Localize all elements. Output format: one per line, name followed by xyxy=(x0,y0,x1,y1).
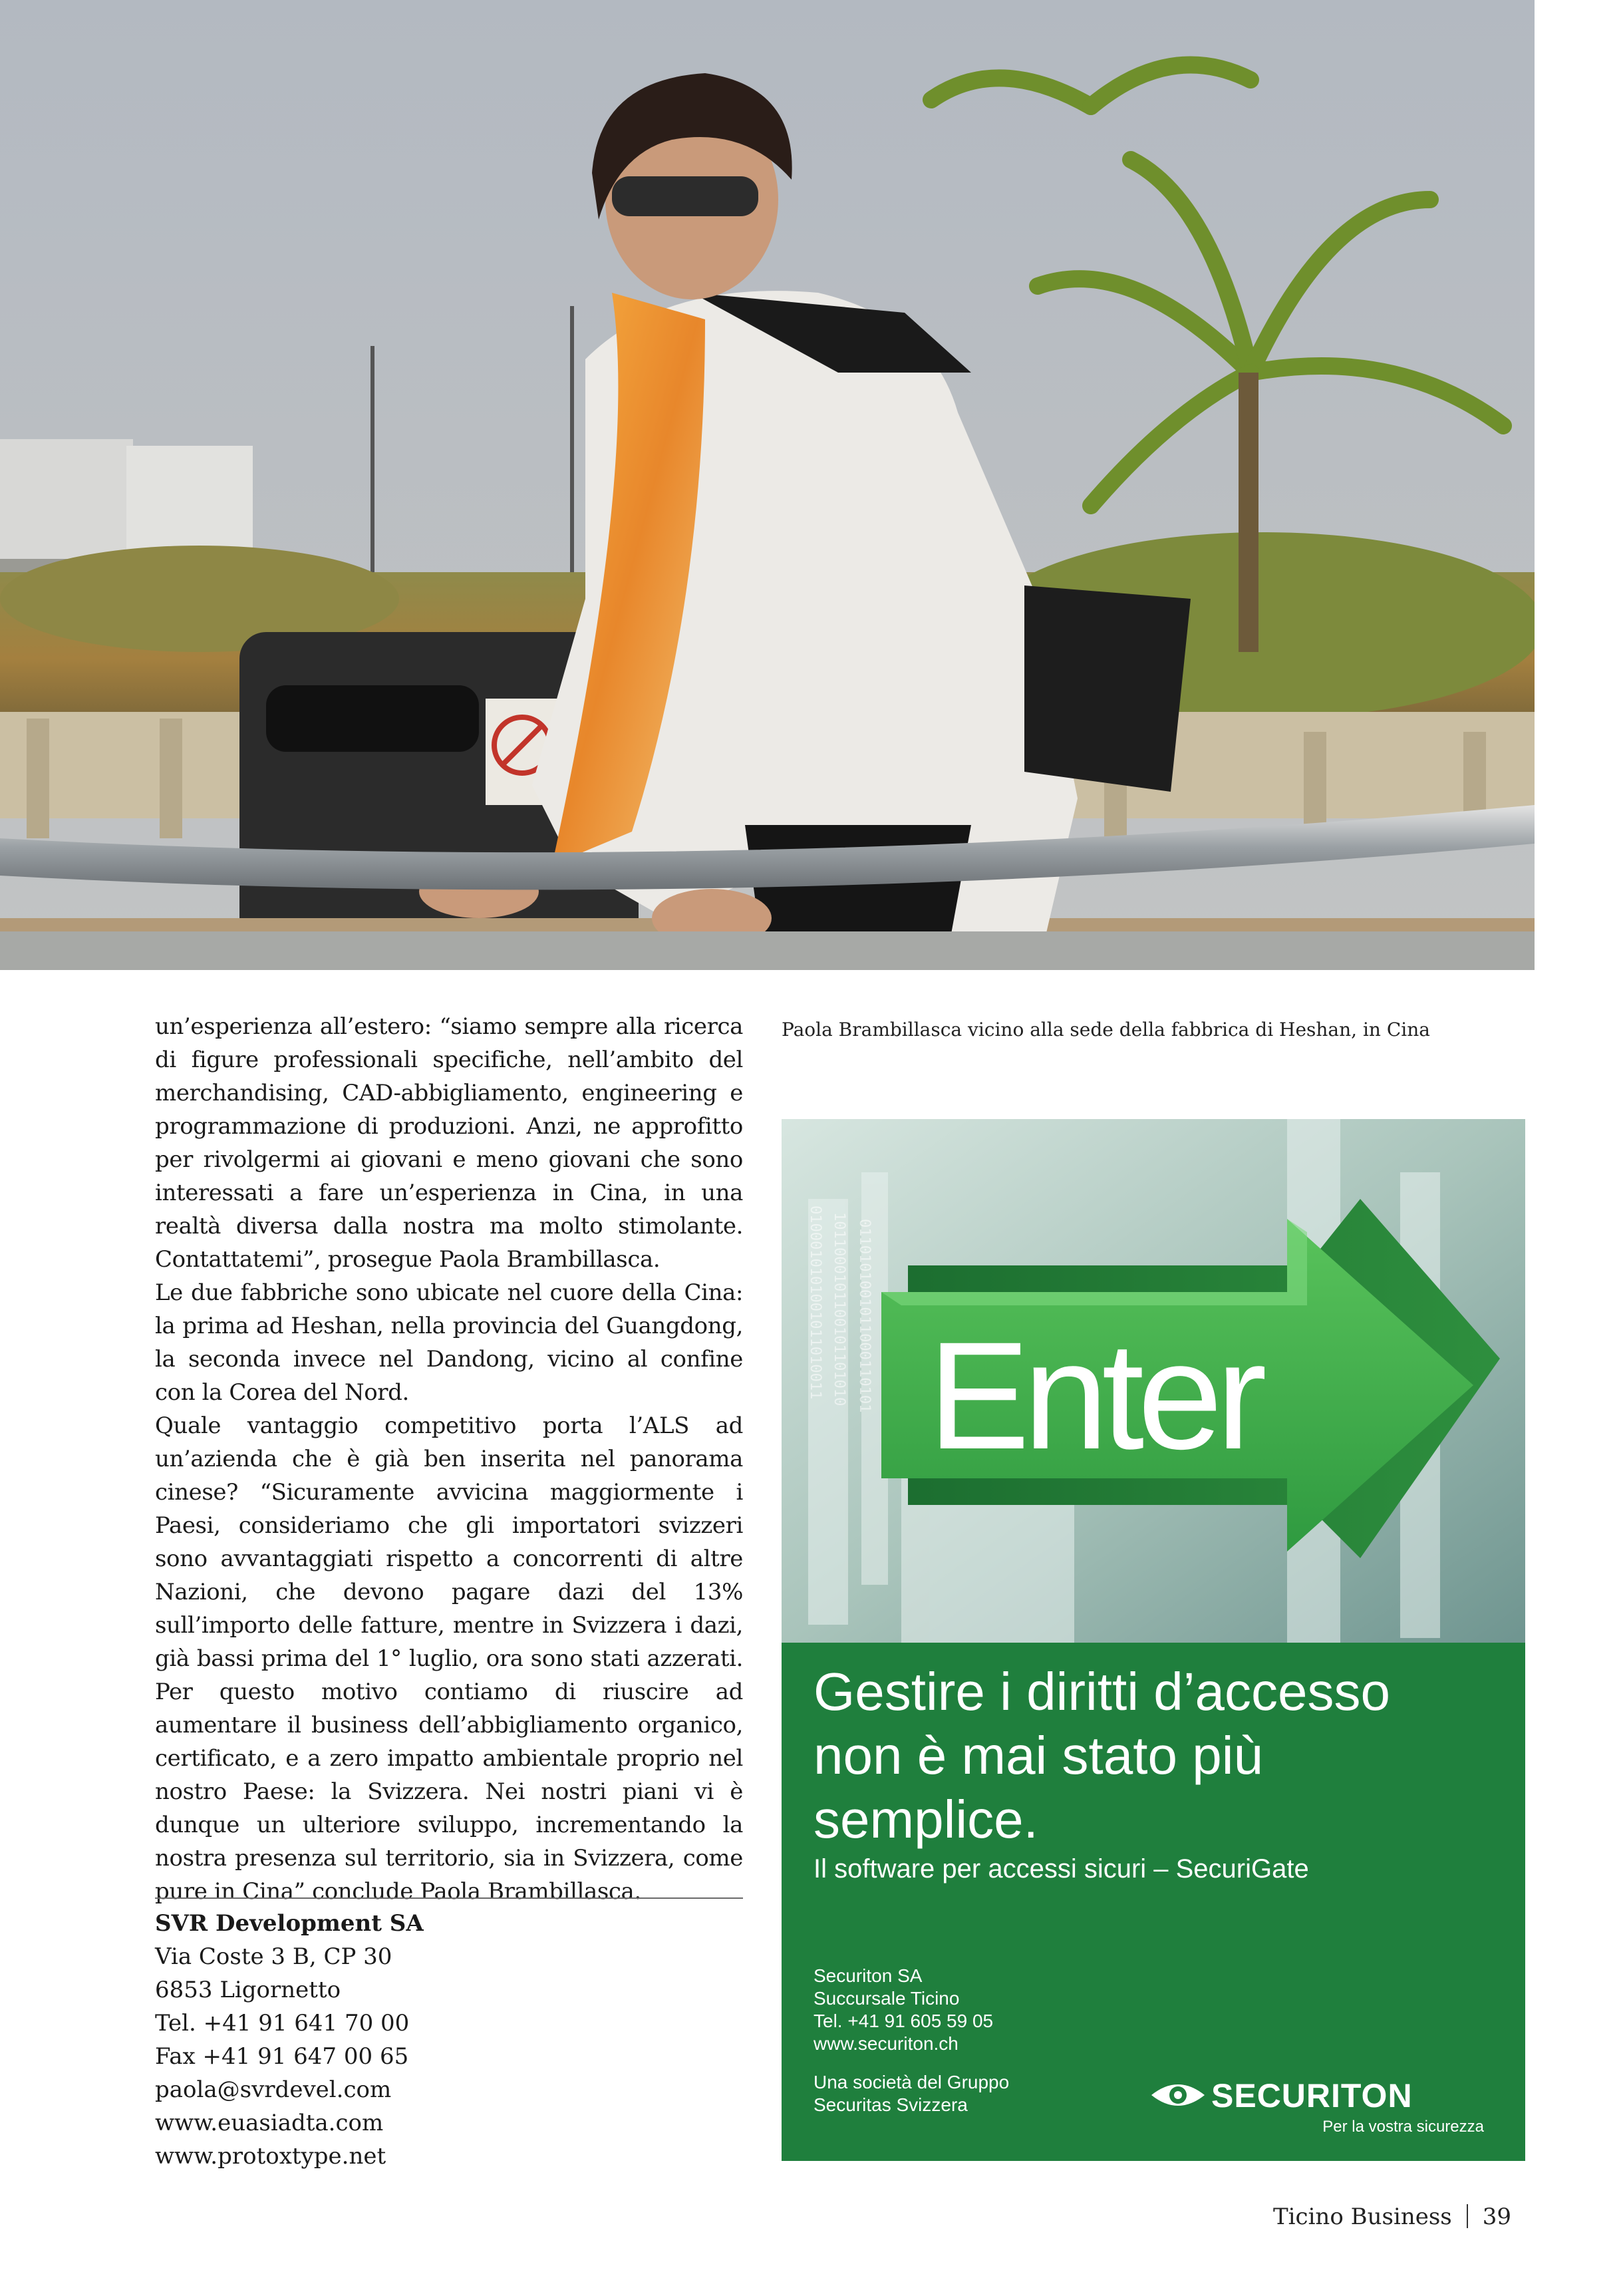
brand-tagline: Per la vostra sicurezza xyxy=(1322,2118,1484,2136)
footer-separator xyxy=(1467,2204,1468,2228)
securiton-logo xyxy=(1138,2076,1484,2136)
ad-green-panel xyxy=(782,1643,1525,2161)
ad-headline-line: non è mai stato più xyxy=(813,1726,1263,1785)
ad-headline xyxy=(813,1660,1505,1852)
eye-logo-icon xyxy=(1150,2080,1206,2110)
article-body xyxy=(155,1010,743,1908)
ad-enter-visual xyxy=(782,1119,1525,1643)
photo-caption: Paola Brambillasca vicino alla sede della fabbrica di Heshan, in Cina xyxy=(782,1019,1430,1041)
page-number: 39 xyxy=(1482,2204,1511,2230)
ad-address xyxy=(813,1965,993,2055)
contact-address-line: Via Coste 3 B, CP 30 xyxy=(155,1943,392,1970)
svg-text:0100010101001011010011: 0100010101001011010011 xyxy=(807,1206,823,1400)
svg-text:1011000101100101101010: 1011000101100101101010 xyxy=(831,1212,847,1406)
securiton-advertisement[interactable] xyxy=(782,1119,1525,2161)
contact-block xyxy=(155,1907,743,2173)
article-paragraph: un’esperienza all’estero: “siamo sempre alla ricerca di figure professionali specifiche, nell’ambito del merchandising, CAD-abbigliamento, engineering e programmazione di produzioni. Anzi, ne approfitto per rivolgermi ai giovani e meno giovani che sono interessati a fare un’esperienza in Cina, in una realtà diversa dalla nostra ma molto stimolante. Contattatemi”, prosegue Paola Brambillasca. xyxy=(155,1013,743,1273)
contact-website[interactable]: www.protoxtype.net xyxy=(155,2143,386,2170)
ad-headline-line: semplice. xyxy=(813,1790,1038,1849)
page-footer xyxy=(1273,2204,1511,2230)
article-paragraph: Quale vantaggio competitivo porta l’ALS ad un’azienda che è già ben inserita nel panorama cinese? “Sicuramente avvicina maggiormente i Paesi, consideriamo che gli importatori svizzeri sono avvantaggiati rispetto a concorrenti di altre Nazioni, che devono pagare dazi del 13% sull’importo delle fatture, mentre in Svizzera i dazi, già bassi prima del 1° luglio, ora sono stati azzerati. Per questo motivo contiamo di riuscire ad aumentare il business dell’abbigliamento organico, certificato, e a zero impatto ambientale proprio nel nostro Paese: la Svizzera. Nei nostri piani vi è dunque un ulteriore sviluppo, incrementando la nostra presenza sul territorio, sia in Svizzera, come pure in Cina” conclude Paola Brambillasca. xyxy=(155,1412,743,1905)
ad-address-line: Tel. +41 91 605 59 05 xyxy=(813,2011,994,2031)
ad-enter-label: Enter xyxy=(928,1310,1260,1481)
contact-company: SVR Development SA xyxy=(155,1910,424,1937)
contact-phone: Tel. +41 91 641 70 00 xyxy=(155,2010,410,2037)
ad-group-line: Una società del Gruppo xyxy=(813,2072,1010,2092)
ad-headline-line: Gestire i diritti d’accesso xyxy=(813,1662,1390,1721)
contact-address-line: 6853 Ligornetto xyxy=(155,1977,341,2003)
contact-fax: Fax +41 91 647 00 65 xyxy=(155,2043,409,2070)
article-photo xyxy=(0,0,1535,970)
article-paragraph: Le due fabbriche sono ubicate nel cuore della Cina: la prima ad Heshan, nella provincia del Guangdong, la seconda invece nel Dandong, vicino al confine con la Corea del Nord. xyxy=(155,1279,743,1406)
ad-address-line: Securiton SA xyxy=(813,1965,923,1986)
svg-text:0110101001011000110101: 0110101001011000110101 xyxy=(856,1219,873,1413)
contact-email[interactable]: paola@svrdevel.com xyxy=(155,2076,392,2103)
ad-address-line: Succursale Ticino xyxy=(813,1988,960,2009)
ad-group-note xyxy=(813,2071,1009,2116)
ad-subline: Il software per accessi sicuri – SecuriGate xyxy=(813,1854,1309,1884)
divider xyxy=(155,1897,743,1899)
publication-name: Ticino Business xyxy=(1272,2204,1452,2230)
contact-website[interactable]: www.euasiadta.com xyxy=(155,2110,384,2136)
ad-group-line: Securitas Svizzera xyxy=(813,2094,968,2115)
photo-scene xyxy=(0,0,1535,970)
brand-name: SECURITON xyxy=(1211,2077,1413,2114)
ad-website[interactable]: www.securiton.ch xyxy=(813,2033,959,2054)
